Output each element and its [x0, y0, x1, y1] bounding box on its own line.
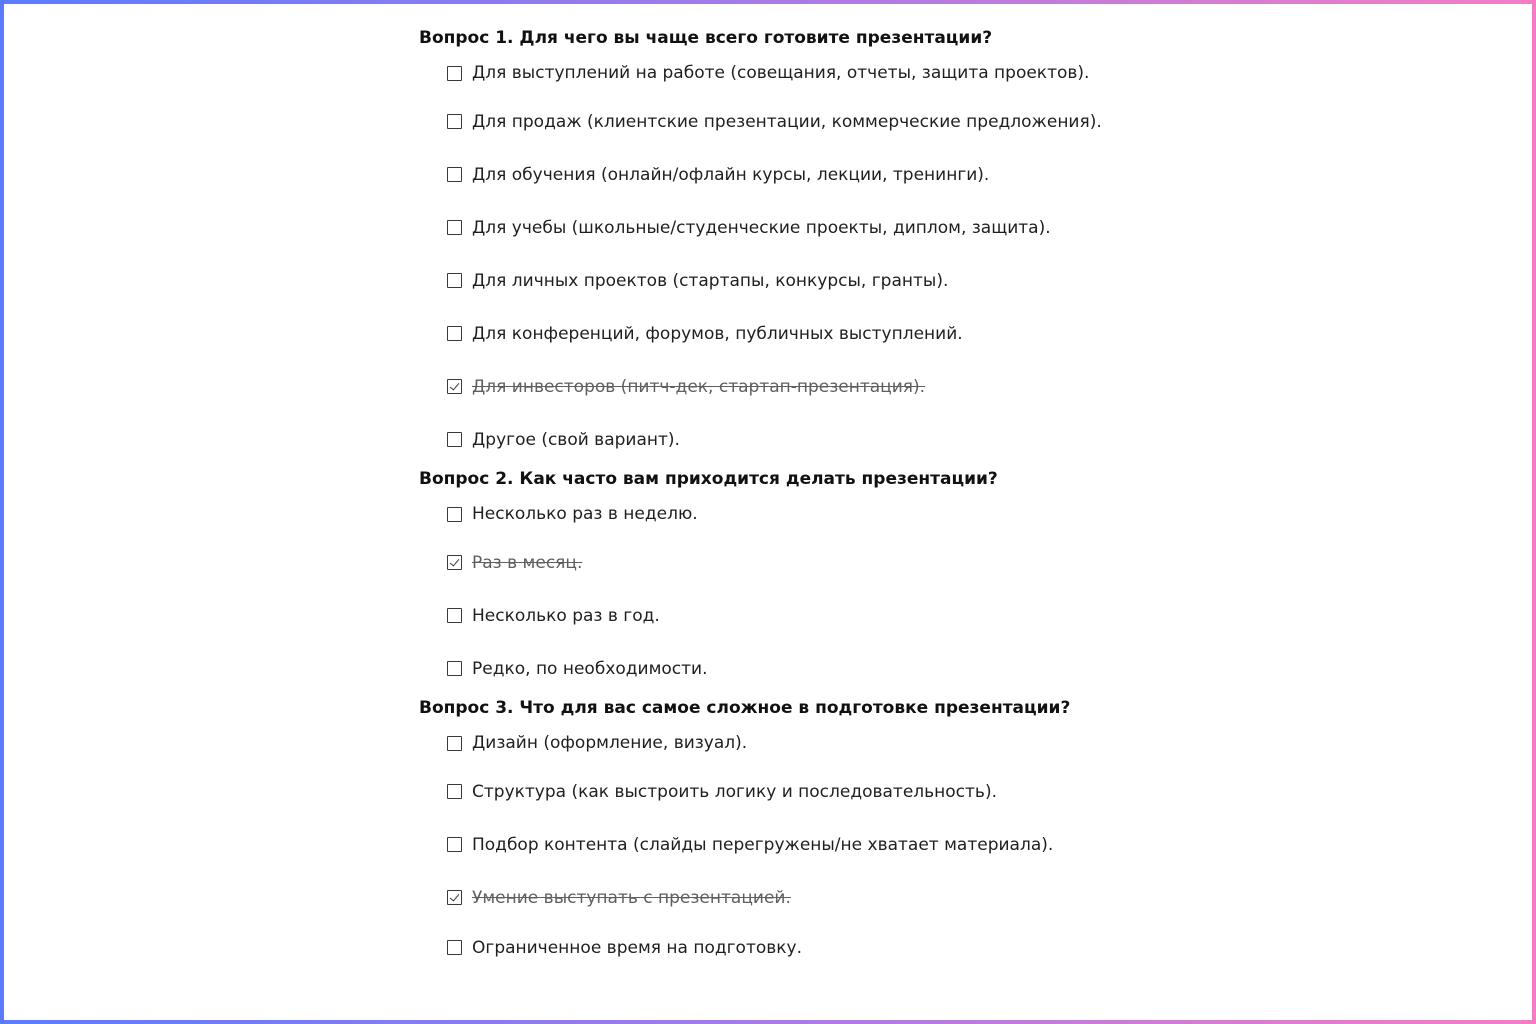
option-label: Подбор контента (слайды перегружены/не хватает материала).	[472, 834, 1054, 855]
checkbox-icon[interactable]	[447, 220, 462, 235]
option-label: Другое (свой вариант).	[472, 429, 680, 450]
question-1-options	[419, 51, 1199, 466]
checkbox-icon[interactable]	[447, 432, 462, 447]
checkbox-icon[interactable]	[447, 784, 462, 799]
option-label: Для выступлений на работе (совещания, отчеты, защита проектов).	[472, 63, 1090, 83]
option-checkbox-item[interactable]	[419, 765, 1199, 818]
option-label: Для обучения (онлайн/офлайн курсы, лекции, тренинги).	[472, 164, 990, 185]
option-label: Ограниченное время на подготовку.	[472, 937, 802, 958]
checkbox-icon[interactable]	[447, 661, 462, 676]
option-checkbox-item[interactable]	[419, 818, 1199, 871]
checkbox-checked-icon[interactable]	[447, 890, 462, 905]
checkbox-checked-icon[interactable]	[447, 555, 462, 570]
option-checkbox-item[interactable]	[419, 307, 1199, 360]
option-label: Для инвесторов (питч-дек, стартап-презентация).	[472, 376, 926, 397]
option-checkbox-item[interactable]	[419, 254, 1199, 307]
checkbox-icon[interactable]	[447, 167, 462, 182]
option-label: Несколько раз в неделю.	[472, 504, 698, 524]
checkbox-checked-icon[interactable]	[447, 379, 462, 394]
question-1-title: Вопрос 1. Для чего вы чаще всего готовите презентации?	[419, 28, 993, 48]
option-label: Для продаж (клиентские презентации, коммерческие предложения).	[472, 111, 1102, 132]
checkbox-icon[interactable]	[447, 326, 462, 341]
question-3-options	[419, 721, 1199, 971]
option-label: Несколько раз в год.	[472, 605, 660, 626]
option-checkbox-item[interactable]	[419, 51, 1199, 95]
option-checkbox-item[interactable]	[419, 492, 1199, 536]
checkbox-icon[interactable]	[447, 114, 462, 129]
option-checkbox-item[interactable]	[419, 871, 1199, 924]
option-checkbox-item[interactable]	[419, 642, 1199, 695]
option-checkbox-item[interactable]	[419, 721, 1199, 765]
option-label: Раз в месяц.	[472, 552, 583, 573]
checkbox-icon[interactable]	[447, 837, 462, 852]
option-label: Умение выступать с презентацией.	[472, 887, 791, 908]
option-checkbox-item[interactable]	[419, 924, 1199, 971]
checkbox-icon[interactable]	[447, 66, 462, 81]
option-label: Редко, по необходимости.	[472, 658, 708, 679]
option-checkbox-item[interactable]	[419, 360, 1199, 413]
option-label: Для личных проектов (стартапы, конкурсы, гранты).	[472, 270, 949, 291]
option-checkbox-item[interactable]	[419, 536, 1199, 589]
option-label: Дизайн (оформление, визуал).	[472, 733, 748, 753]
option-label: Для конференций, форумов, публичных выступлений.	[472, 323, 963, 344]
question-2-options	[419, 492, 1199, 695]
option-checkbox-item[interactable]	[419, 148, 1199, 201]
option-checkbox-item[interactable]	[419, 589, 1199, 642]
option-label: Структура (как выстроить логику и последовательность).	[472, 781, 997, 802]
checkbox-icon[interactable]	[447, 507, 462, 522]
option-checkbox-item[interactable]	[419, 201, 1199, 254]
checkbox-icon[interactable]	[447, 940, 462, 955]
checkbox-icon[interactable]	[447, 273, 462, 288]
document-page	[4, 4, 1532, 1020]
question-2-title: Вопрос 2. Как часто вам приходится делать презентации?	[419, 469, 998, 489]
checkbox-icon[interactable]	[447, 736, 462, 751]
option-checkbox-item[interactable]	[419, 95, 1199, 148]
checkbox-icon[interactable]	[447, 608, 462, 623]
question-3-title: Вопрос 3. Что для вас самое сложное в подготовке презентации?	[419, 698, 1071, 718]
survey-content	[419, 25, 1199, 971]
option-checkbox-item[interactable]	[419, 413, 1199, 466]
option-label: Для учебы (школьные/студенческие проекты, диплом, защита).	[472, 217, 1051, 238]
